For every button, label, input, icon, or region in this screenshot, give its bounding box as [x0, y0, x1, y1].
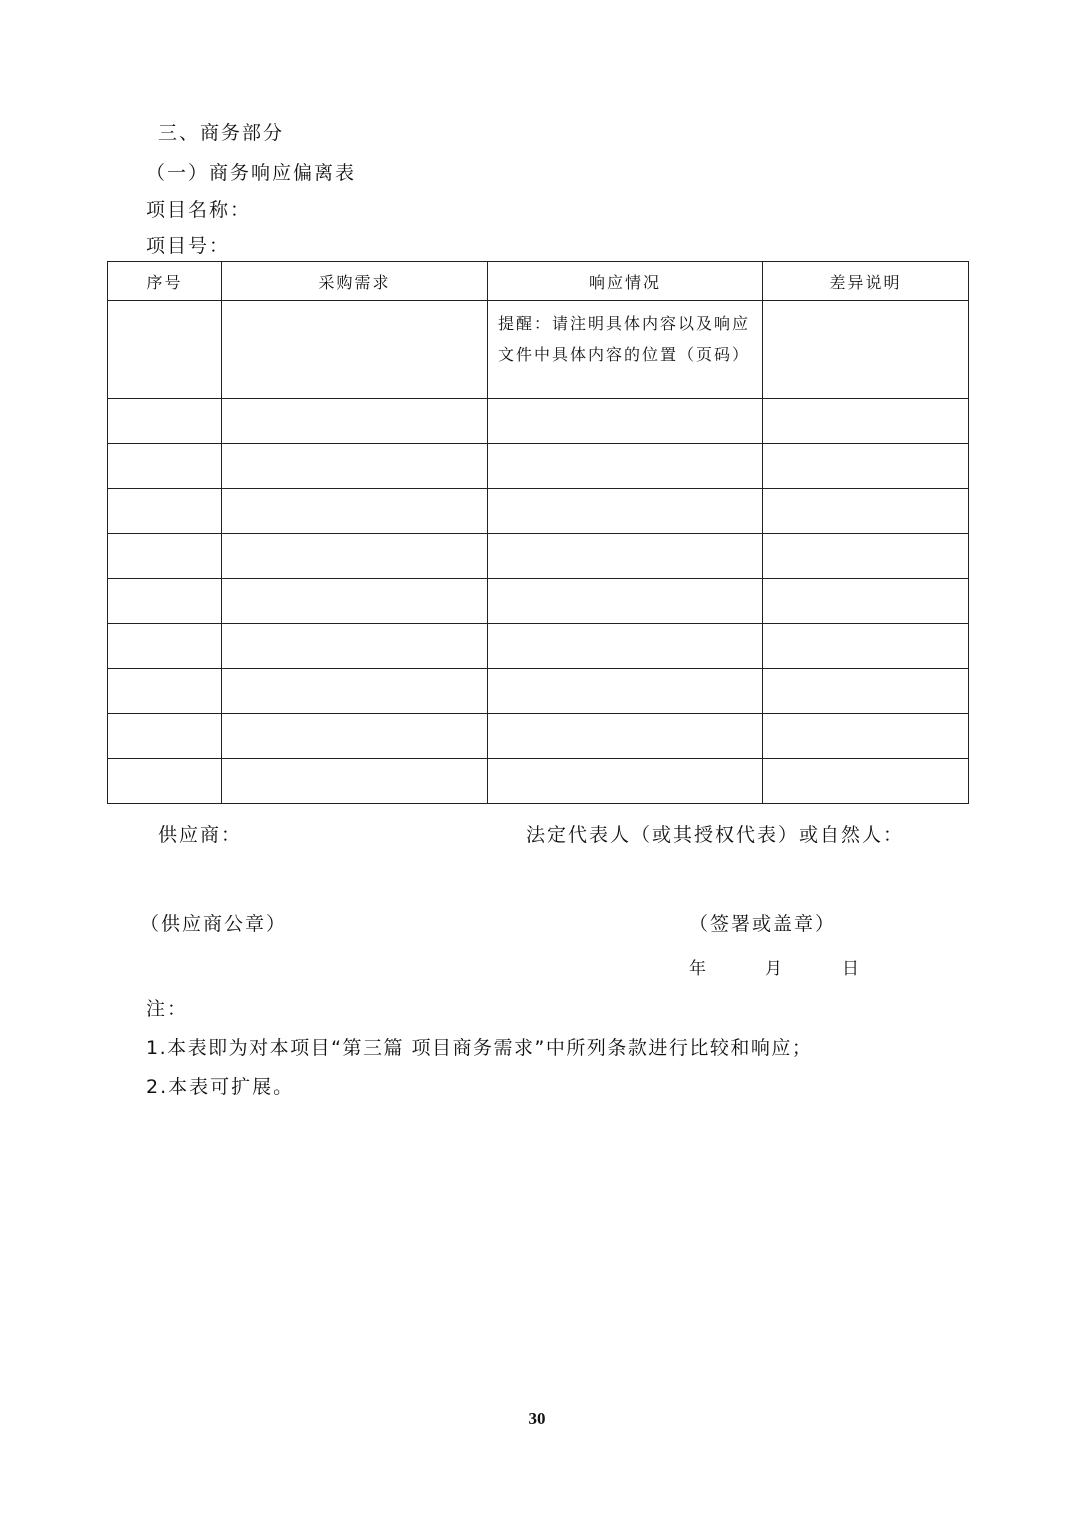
table-cell[interactable]	[222, 399, 488, 444]
table-cell[interactable]	[488, 301, 763, 399]
table-cell[interactable]	[222, 489, 488, 534]
table-row	[108, 669, 969, 714]
table-row	[108, 399, 969, 444]
table-cell[interactable]	[763, 489, 969, 534]
table-cell[interactable]	[488, 399, 763, 444]
page-number: 30	[528, 1409, 546, 1428]
table-row	[108, 489, 969, 534]
table-row	[108, 759, 969, 804]
header-serial-number: 序号	[108, 262, 222, 301]
date-month: 月	[765, 959, 783, 979]
table-cell[interactable]	[488, 669, 763, 714]
header-deviation-note: 差异说明	[763, 262, 969, 301]
table-cell[interactable]	[763, 714, 969, 759]
table-cell[interactable]	[108, 301, 222, 399]
table-cell[interactable]	[222, 669, 488, 714]
table-cell[interactable]	[763, 579, 969, 624]
table-cell[interactable]	[763, 399, 969, 444]
section-heading: 三、商务部分	[158, 122, 285, 144]
table-cell[interactable]	[763, 669, 969, 714]
table-cell[interactable]	[108, 669, 222, 714]
table-row	[108, 624, 969, 669]
table-cell[interactable]	[488, 534, 763, 579]
table-row	[108, 534, 969, 579]
reminder-text: 提醒：请注明具体内容以及响应文件中具体内容的位置（页码）	[498, 314, 751, 364]
table-cell[interactable]	[222, 759, 488, 804]
table-cell[interactable]	[108, 624, 222, 669]
notes-title: 注：	[146, 998, 189, 1020]
subsection-heading: （一）商务响应偏离表	[146, 162, 357, 184]
table-cell[interactable]	[108, 534, 222, 579]
table-cell[interactable]	[108, 489, 222, 534]
table-row	[108, 444, 969, 489]
deviation-table	[107, 261, 969, 804]
table-cell[interactable]	[488, 714, 763, 759]
table-cell[interactable]	[222, 579, 488, 624]
signature-seal-label: （签署或盖章）	[689, 913, 837, 935]
project-name-label: 项目名称：	[146, 199, 252, 221]
table-cell[interactable]	[108, 399, 222, 444]
table-cell[interactable]	[488, 759, 763, 804]
table-header-row	[108, 262, 969, 301]
header-procurement-requirement: 采购需求	[222, 262, 488, 301]
table-cell[interactable]	[763, 624, 969, 669]
table-cell[interactable]	[763, 759, 969, 804]
table-cell[interactable]	[488, 579, 763, 624]
table-cell[interactable]	[222, 301, 488, 399]
table-cell[interactable]	[108, 714, 222, 759]
table-row	[108, 579, 969, 624]
table-row	[108, 301, 969, 399]
date-year: 年	[689, 959, 707, 979]
table-cell[interactable]	[108, 759, 222, 804]
header-response: 响应情况	[488, 262, 763, 301]
table-cell[interactable]	[763, 301, 969, 399]
table-cell[interactable]	[222, 714, 488, 759]
table-cell[interactable]	[108, 579, 222, 624]
table-cell[interactable]	[488, 624, 763, 669]
note-item: 2.本表可扩展。	[146, 1076, 295, 1098]
date-day: 日	[842, 959, 860, 979]
table-cell[interactable]	[763, 534, 969, 579]
table-row	[108, 714, 969, 759]
supplier-seal-label: （供应商公章）	[140, 913, 288, 935]
table-cell[interactable]	[488, 489, 763, 534]
legal-representative-label: 法定代表人（或其授权代表）或自然人：	[526, 824, 905, 846]
table-cell[interactable]	[222, 444, 488, 489]
table-cell[interactable]	[108, 444, 222, 489]
table-cell[interactable]	[222, 624, 488, 669]
table-cell[interactable]	[222, 534, 488, 579]
note-item: 1.本表即为对本项目“第三篇 项目商务需求”中所列条款进行比较和响应；	[146, 1037, 813, 1059]
project-number-label: 项目号：	[146, 235, 231, 257]
table-cell[interactable]	[763, 444, 969, 489]
table-cell[interactable]	[488, 444, 763, 489]
supplier-label: 供应商：	[158, 824, 243, 846]
